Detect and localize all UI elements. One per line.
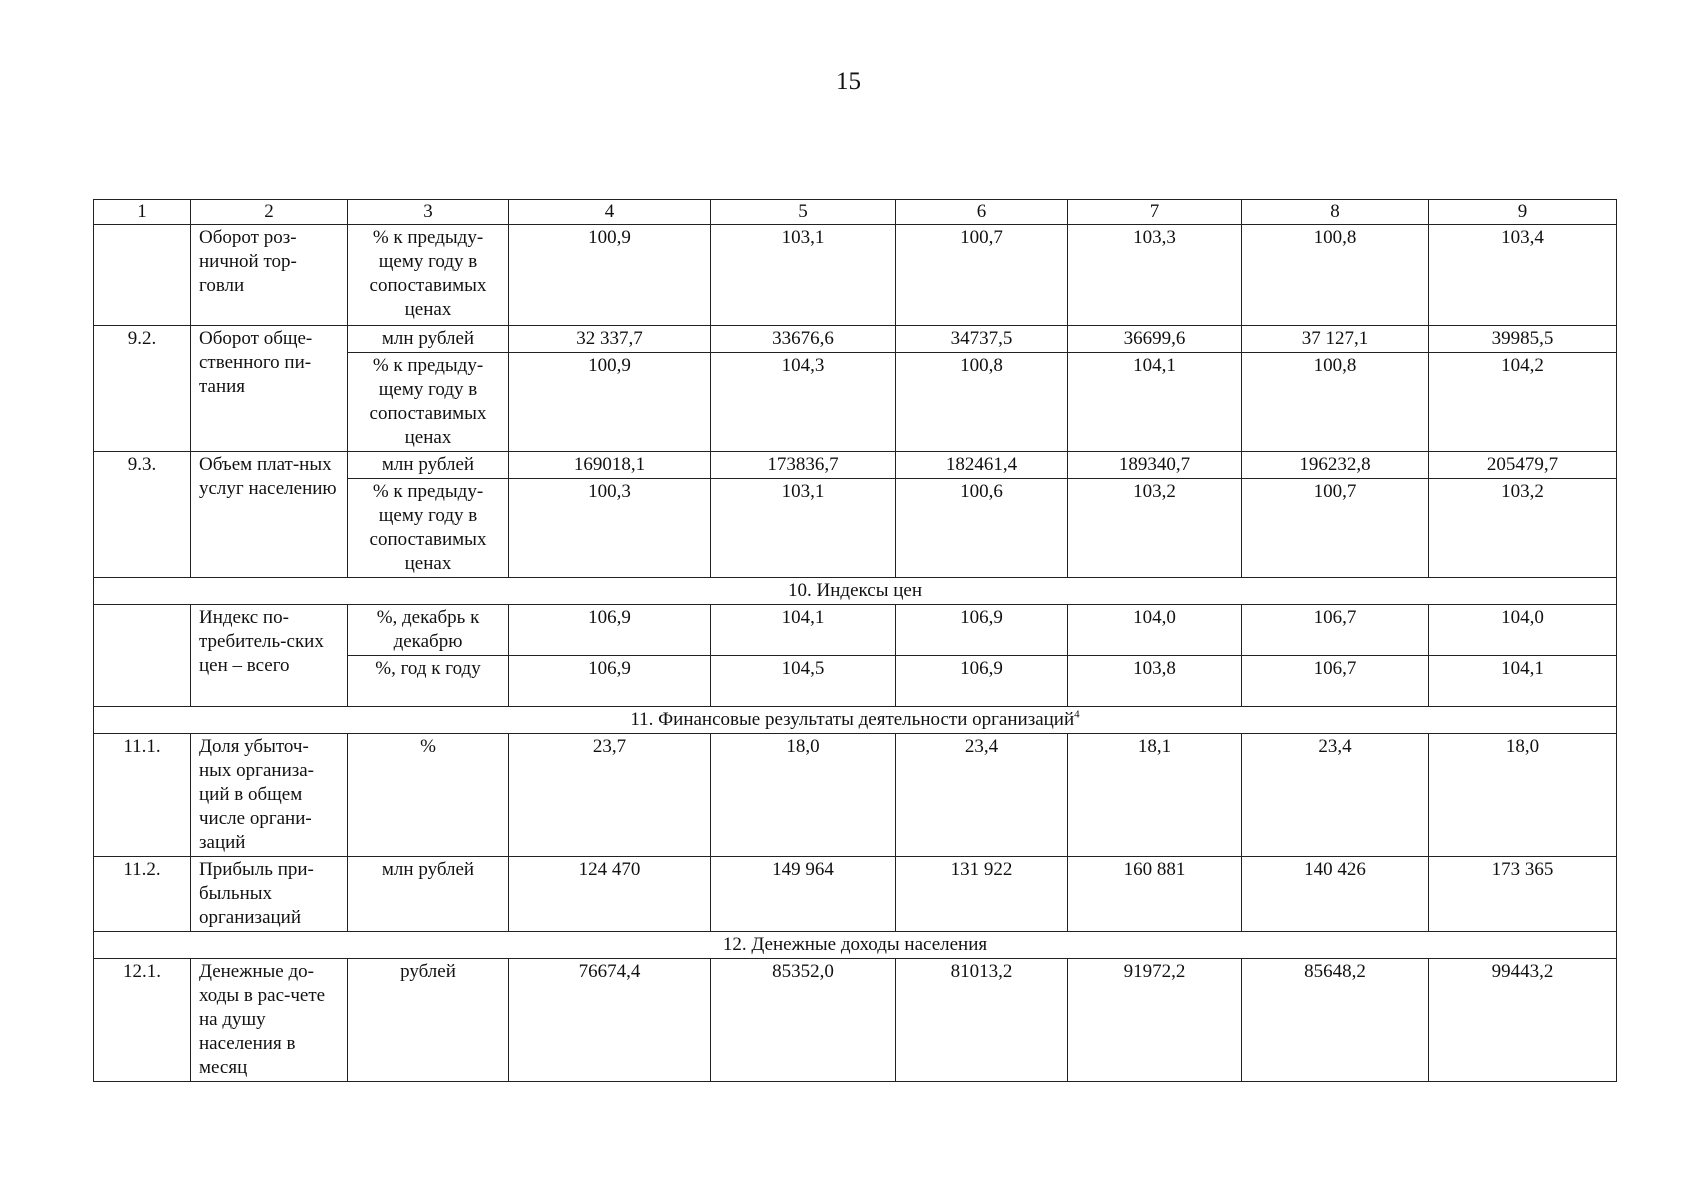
- table-row-income-per-capita: [94, 959, 1617, 1082]
- row-number: 9.2.: [94, 326, 191, 452]
- value-cell: 106,7: [1242, 656, 1429, 707]
- value-cell: 104,1: [1429, 656, 1617, 707]
- value-cell: 103,2: [1429, 479, 1617, 578]
- value-cell: 196232,8: [1242, 452, 1429, 479]
- col-header: 1: [94, 200, 191, 225]
- value-cell: 104,1: [1068, 353, 1242, 452]
- value-cell: 100,8: [1242, 225, 1429, 326]
- value-cell: 91972,2: [1068, 959, 1242, 1082]
- unit-cell: % к предыду-щему году в сопоставимых ценах: [348, 479, 509, 578]
- value-cell: 76674,4: [509, 959, 711, 1082]
- col-header: 6: [896, 200, 1068, 225]
- value-cell: 104,5: [711, 656, 896, 707]
- value-cell: 100,8: [896, 353, 1068, 452]
- value-cell: 100,3: [509, 479, 711, 578]
- value-cell: 18,1: [1068, 734, 1242, 857]
- col-header: 4: [509, 200, 711, 225]
- unit-cell: млн рублей: [348, 452, 509, 479]
- value-cell: 100,8: [1242, 353, 1429, 452]
- value-cell: 205479,7: [1429, 452, 1617, 479]
- value-cell: 173 365: [1429, 857, 1617, 932]
- table-row-profit: [94, 857, 1617, 932]
- unit-cell: рублей: [348, 959, 509, 1082]
- value-cell: 103,2: [1068, 479, 1242, 578]
- table-row-cpi-december: [94, 605, 1617, 656]
- table-row-paid-services-rubles: [94, 452, 1617, 479]
- table-row-loss-making-share: [94, 734, 1617, 857]
- unit-cell: %, год к году: [348, 656, 509, 707]
- value-cell: 131 922: [896, 857, 1068, 932]
- value-cell: 103,1: [711, 225, 896, 326]
- value-cell: 173836,7: [711, 452, 896, 479]
- unit-cell: %, декабрь к декабрю: [348, 605, 509, 656]
- col-header: 5: [711, 200, 896, 225]
- value-cell: 182461,4: [896, 452, 1068, 479]
- value-cell: 104,1: [711, 605, 896, 656]
- value-cell: 85352,0: [711, 959, 896, 1082]
- value-cell: 23,4: [1242, 734, 1429, 857]
- unit-cell: % к предыду-щему году в сопоставимых ценах: [348, 225, 509, 326]
- col-header: 8: [1242, 200, 1429, 225]
- section-title: 11. Финансовые результаты деятельности организаций: [630, 709, 1075, 730]
- section-title-cell: [94, 707, 1617, 734]
- value-cell: 149 964: [711, 857, 896, 932]
- col-header: 3: [348, 200, 509, 225]
- value-cell: 103,3: [1068, 225, 1242, 326]
- value-cell: 104,3: [711, 353, 896, 452]
- indicator-name: Прибыль при-быльных организаций: [191, 857, 348, 932]
- value-cell: 104,0: [1068, 605, 1242, 656]
- value-cell: 18,0: [1429, 734, 1617, 857]
- value-cell: 23,7: [509, 734, 711, 857]
- value-cell: 103,4: [1429, 225, 1617, 326]
- value-cell: 23,4: [896, 734, 1068, 857]
- col-header: 7: [1068, 200, 1242, 225]
- unit-cell: % к предыду-щему году в сопоставимых ценах: [348, 353, 509, 452]
- value-cell: 33676,6: [711, 326, 896, 353]
- value-cell: 18,0: [711, 734, 896, 857]
- value-cell: 100,9: [509, 225, 711, 326]
- value-cell: 99443,2: [1429, 959, 1617, 1082]
- section-heading-row: [94, 707, 1617, 734]
- value-cell: 103,8: [1068, 656, 1242, 707]
- page-number: 15: [836, 68, 861, 95]
- unit-cell: млн рублей: [348, 326, 509, 353]
- value-cell: 104,2: [1429, 353, 1617, 452]
- row-number: 11.1.: [94, 734, 191, 857]
- value-cell: 100,7: [1242, 479, 1429, 578]
- indicator-name: Объем плат-ных услуг населению: [191, 452, 348, 578]
- value-cell: 100,7: [896, 225, 1068, 326]
- unit-cell: %: [348, 734, 509, 857]
- row-number: [94, 225, 191, 326]
- value-cell: 81013,2: [896, 959, 1068, 1082]
- value-cell: 100,9: [509, 353, 711, 452]
- indicator-name: Денежные до-ходы в рас-чете на душу населения в месяц: [191, 959, 348, 1082]
- value-cell: 39985,5: [1429, 326, 1617, 353]
- value-cell: 106,9: [896, 605, 1068, 656]
- indicators-table: [93, 199, 1617, 1082]
- indicator-name: Индекс по-требитель-ских цен – всего: [191, 605, 348, 707]
- value-cell: 100,6: [896, 479, 1068, 578]
- indicator-name: Доля убыточ-ных организа-ций в общем числе органи-заций: [191, 734, 348, 857]
- section-heading-row: [94, 932, 1617, 959]
- section-heading-row: [94, 578, 1617, 605]
- column-number-row: [94, 200, 1617, 225]
- value-cell: 169018,1: [509, 452, 711, 479]
- footnote-marker: 4: [1074, 708, 1080, 721]
- value-cell: 37 127,1: [1242, 326, 1429, 353]
- value-cell: 106,9: [509, 656, 711, 707]
- indicator-name: Оборот обще-ственного пи-тания: [191, 326, 348, 452]
- col-header: 9: [1429, 200, 1617, 225]
- value-cell: 36699,6: [1068, 326, 1242, 353]
- row-number: 11.2.: [94, 857, 191, 932]
- row-number: 9.3.: [94, 452, 191, 578]
- value-cell: 160 881: [1068, 857, 1242, 932]
- section-title: 12. Денежные доходы населения: [94, 932, 1617, 959]
- unit-cell: млн рублей: [348, 857, 509, 932]
- value-cell: 106,7: [1242, 605, 1429, 656]
- value-cell: 32 337,7: [509, 326, 711, 353]
- section-title: 10. Индексы цен: [94, 578, 1617, 605]
- value-cell: 34737,5: [896, 326, 1068, 353]
- value-cell: 106,9: [896, 656, 1068, 707]
- col-header: 2: [191, 200, 348, 225]
- table-row-catering-rubles: [94, 326, 1617, 353]
- table-row-retail-turnover: [94, 225, 1617, 326]
- indicator-name: Оборот роз-ничной тор-говли: [191, 225, 348, 326]
- value-cell: 140 426: [1242, 857, 1429, 932]
- value-cell: 104,0: [1429, 605, 1617, 656]
- value-cell: 124 470: [509, 857, 711, 932]
- value-cell: 189340,7: [1068, 452, 1242, 479]
- row-number: 12.1.: [94, 959, 191, 1082]
- value-cell: 85648,2: [1242, 959, 1429, 1082]
- value-cell: 103,1: [711, 479, 896, 578]
- row-number: [94, 605, 191, 707]
- value-cell: 106,9: [509, 605, 711, 656]
